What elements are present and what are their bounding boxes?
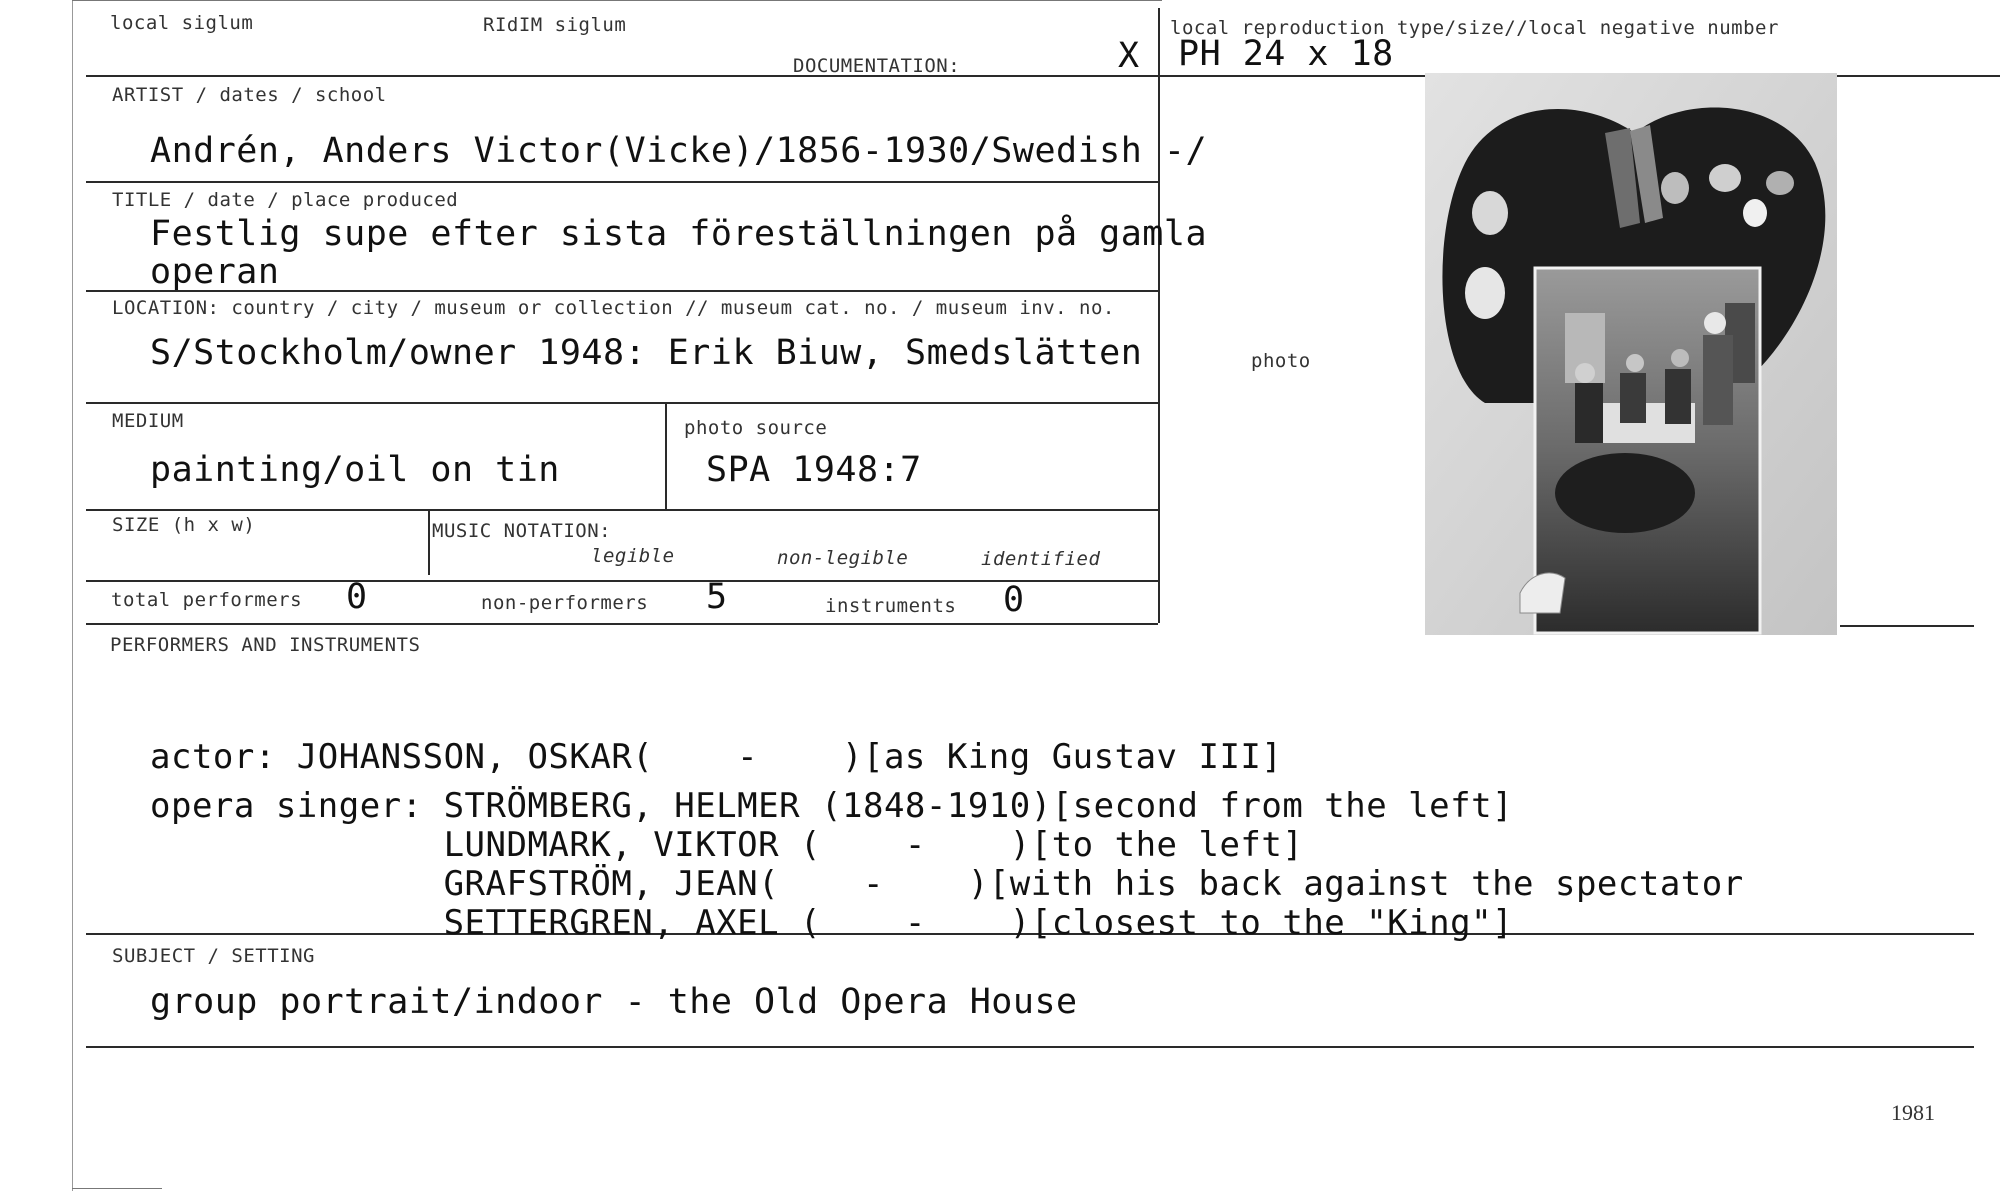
title-label: TITLE / date / place produced	[112, 189, 459, 211]
documentation-label: DOCUMENTATION:	[793, 55, 961, 77]
photo-label: photo	[1251, 350, 1311, 372]
performer-line: actor: JOHANSSON, OSKAR( - )[as King Gustav III]	[150, 737, 1283, 777]
title-line-2: operan	[150, 252, 280, 292]
footer-year: 1981	[1891, 1100, 1935, 1125]
bottom-rule	[72, 1188, 162, 1189]
size-divider	[428, 509, 430, 575]
instruments-label: instruments	[825, 595, 957, 617]
location-label: LOCATION: country / city / museum or collection // museum cat. no. / museum inv. no.	[112, 297, 1115, 319]
card-left-edge	[72, 0, 73, 1191]
medium-rule	[86, 509, 1158, 511]
location-value: S/Stockholm/owner 1948: Erik Biuw, Smedslätten	[150, 333, 1143, 373]
photo-source-value: SPA 1948:7	[706, 450, 922, 490]
non-performers-label: non-performers	[481, 592, 649, 614]
size-label: SIZE (h x w)	[112, 514, 256, 536]
location-rule	[86, 402, 1158, 404]
size-rule	[86, 580, 1158, 582]
reproduction-value: PH 24 x 18	[1178, 34, 1394, 74]
performer-line: opera singer: STRÖMBERG, HELMER (1848-1910)[second from the left]	[150, 786, 1514, 826]
artist-rule	[86, 181, 1158, 183]
medium-divider	[665, 402, 667, 510]
non-performers-value: 5	[706, 577, 728, 617]
performer-line: SETTERGREN, AXEL ( - )[closest to the "King"]	[150, 903, 1514, 943]
artwork-photo	[1425, 73, 1837, 635]
performer-line: LUNDMARK, VIKTOR ( - )[to the left]	[150, 825, 1304, 865]
instruments-value: 0	[1003, 580, 1025, 620]
ridim-siglum-label: RIdIM siglum	[483, 14, 627, 36]
photo-column-divider	[1158, 8, 1160, 623]
medium-value: painting/oil on tin	[150, 450, 560, 490]
documentation-mark: X	[1118, 36, 1140, 76]
music-identified: identified	[981, 548, 1101, 570]
photo-source-label: photo source	[684, 417, 828, 439]
artist-label: ARTIST / dates / school	[112, 84, 387, 106]
subject-rule	[86, 1046, 1974, 1048]
total-performers-label: total performers	[111, 589, 303, 611]
subject-label: SUBJECT / SETTING	[112, 945, 315, 967]
total-performers-value: 0	[346, 577, 368, 617]
medium-label: MEDIUM	[112, 410, 184, 432]
subject-value: group portrait/indoor - the Old Opera House	[150, 982, 1078, 1022]
artist-value: Andrén, Anders Victor(Vicke)/1856-1930/Swedish -/	[150, 131, 1208, 171]
performers-label: PERFORMERS AND INSTRUMENTS	[110, 634, 421, 656]
music-legible: legible	[591, 545, 675, 567]
local-siglum-label: local siglum	[110, 12, 254, 34]
music-non-legible: non-legible	[777, 547, 909, 569]
counts-rule	[86, 623, 1158, 625]
title-line-1: Festlig supe efter sista föreställningen på gamla	[150, 214, 1208, 254]
performer-line: GRAFSTRÖM, JEAN( - )[with his back against the spectator	[150, 864, 1744, 904]
counts-rule-right	[1840, 625, 1974, 627]
top-rule	[72, 0, 1162, 1]
reproduction-label: local reproduction type/size//local negative number	[1170, 17, 1779, 39]
music-notation-label: MUSIC NOTATION:	[432, 520, 612, 542]
